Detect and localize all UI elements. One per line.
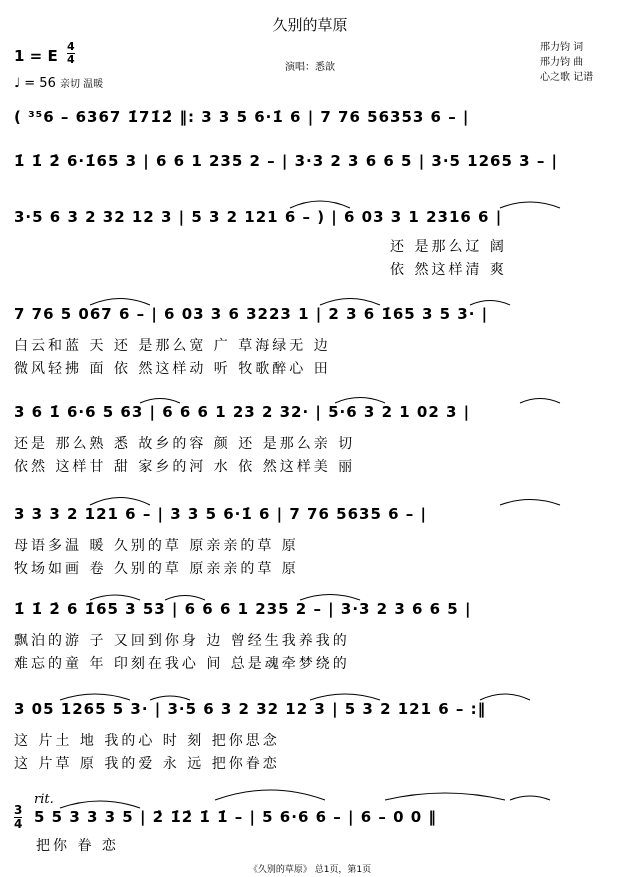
lyric-verse2-line6: 牧场如画 卷 久别的草 原亲亲的草 原 — [14, 561, 299, 577]
lyric-verse1-line8: 这 片土 地 我的心 时 刻 把你思念 — [14, 733, 280, 749]
song-title: 久别的草原 — [272, 16, 348, 34]
phrase-slur — [335, 398, 385, 404]
time-signature-top: 4 — [67, 40, 75, 53]
lyric-verse1-line3: 还 是那么辽 阔 — [390, 239, 507, 255]
phrase-slur — [90, 595, 140, 600]
lyric-verse2-line7: 难忘的童 年 印刻在我心 间 总是魂牵梦绕的 — [14, 656, 350, 672]
score-system-1: ( ³⁵6 – 6367 1̇71̇2̇ ‖: 3 3 5 6·1̇ 6 | 7 76 56353 6 – | — [14, 108, 470, 126]
composer-credit: 邢力钧 曲 — [540, 57, 584, 68]
phrase-slur — [165, 596, 205, 601]
tempo-expression: 亲切 温暖 — [60, 79, 104, 90]
phrase-slur — [140, 399, 180, 404]
lyric-verse2-line8: 这 片草 原 我的爱 永 远 把你眷恋 — [14, 756, 280, 772]
score-system-4: 7 76 5 067 6 – | 6 03 3 6 3223 1 | 2 3 6 1̇65 3 5 3· | — [14, 305, 489, 323]
phrase-slur — [300, 595, 360, 601]
score-system-3: 3·5 6 3 2 32 12 3 | 5 3 2 121 6 – ) | 6 03 3 1 2316 6 | — [14, 208, 503, 226]
tie-slur — [510, 796, 550, 800]
phrase-slur — [385, 793, 505, 800]
lyric-verse2-line3: 依 然这样清 爽 — [390, 262, 507, 278]
score-system-6: 3 3 3 2 121 6 – | 3 3 5 6·1̇ 6 | 7 76 5635 6 – | — [14, 505, 427, 523]
time-signature-3-4-top: 3 — [14, 803, 23, 817]
lyric-verse2-line4: 微风轻拂 面 依 然这样动 听 牧歌醉心 田 — [14, 361, 331, 377]
lyricist-credit: 邢力钧 词 — [540, 42, 584, 53]
key-signature: 1 = E — [14, 47, 58, 65]
phrase-slur — [60, 801, 140, 808]
quarter-note-icon: ♩ — [14, 76, 21, 91]
tuplet-slur — [290, 201, 350, 208]
lyric-verse1-line7: 飘泊的游 子 又回到你身 边 曾经生我养我的 — [14, 633, 350, 649]
phrase-slur — [500, 202, 560, 208]
score-system-5: 3 6 1̇ 6·6 5 63 | 6 6 6 1 23 2 32· | 5·6 3 2 1 02 3 | — [14, 403, 471, 421]
ritardando-marking: rit. — [34, 792, 54, 807]
tuplet-slur — [90, 498, 150, 506]
score-system-2: 1̇ 1̇ 2̇ 6·1̇65 3 | 6 6 1 235 2 – | 3·3 2 3 6 6 5 | 3·5 1265 3 – | — [14, 152, 559, 170]
lyric-line9: 把你 眷 恋 — [36, 838, 119, 854]
phrase-slur — [310, 694, 380, 700]
lyric-verse1-line4: 白云和蓝 天 还 是那么宽 广 草海绿无 边 — [14, 338, 331, 354]
score-system-8: 3 05 1265 5 3· | 3·5 6 3 2 32 12 3 | 5 3 2 121 6 – :‖ — [14, 700, 487, 718]
tempo-value: = 56 — [24, 76, 56, 91]
phrase-slur — [320, 299, 380, 306]
score-system-9: 5 5 3 3 3 5 | 2̇ 1̇2̇ 1̇ 1̇ – | 5 6·6 6 – | 6 – 0 0 ‖ — [34, 808, 437, 826]
lyric-verse2-line5: 依然 这样甘 甜 家乡的河 水 依 然这样美 丽 — [14, 459, 356, 475]
phrase-slur — [520, 399, 560, 404]
time-signature-bottom: 4 — [67, 53, 75, 66]
phrase-slur — [215, 790, 325, 800]
score-system-7: 1̇ 1̇ 2̇ 6 1̇65 3 53 | 6 6 6 1 235 2 – | 3·3 2 3 6 6 5 | — [14, 600, 472, 618]
tuplet-slur — [480, 694, 530, 700]
transcriber-credit: 心之歌 记谱 — [540, 72, 594, 83]
time-signature-3-4-bottom: 4 — [14, 817, 23, 831]
phrase-slur — [470, 301, 510, 306]
singer-credit: 演唱：悉歆 — [285, 62, 335, 73]
page-footer: 《久别的草原》 总1页，第1页 — [248, 865, 372, 875]
phrase-slur — [90, 299, 150, 306]
phrase-slur — [150, 696, 190, 700]
lyric-verse1-line5: 还是 那么熟 悉 故乡的容 颜 还 是那么亲 切 — [14, 436, 356, 452]
phrase-slur — [60, 694, 130, 700]
lyric-verse1-line6: 母语多温 暖 久别的草 原亲亲的草 原 — [14, 538, 299, 554]
phrase-slur — [500, 500, 560, 506]
